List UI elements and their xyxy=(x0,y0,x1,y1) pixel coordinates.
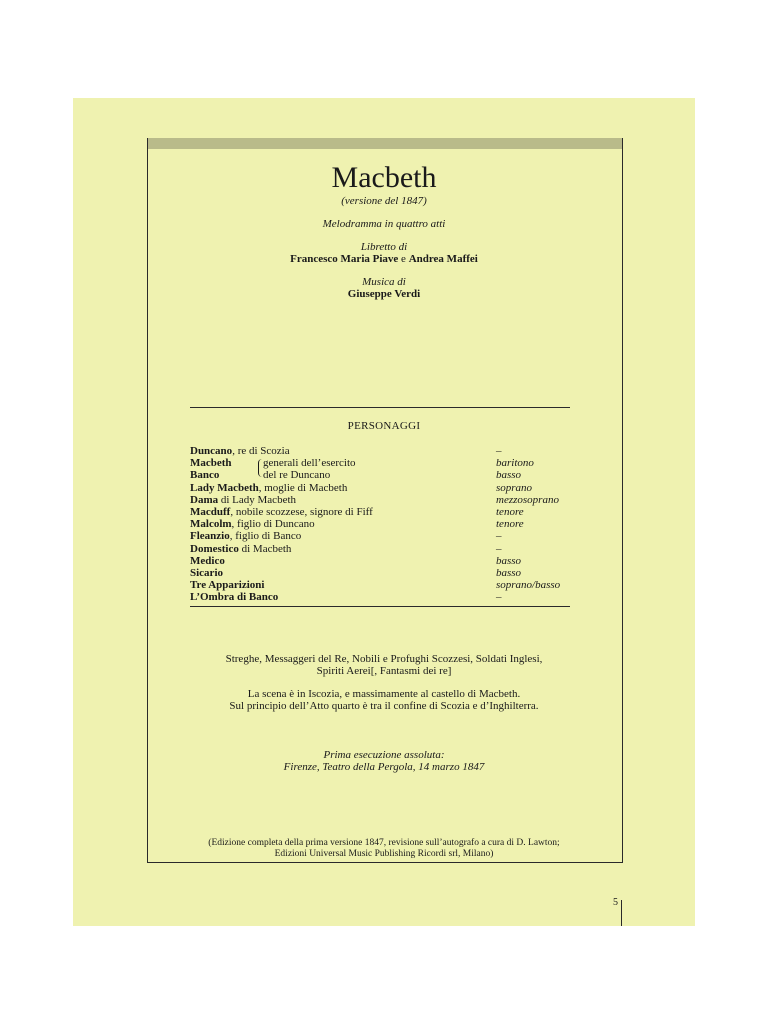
character-description: di Lady Macbeth xyxy=(218,493,297,506)
cast-row xyxy=(190,591,570,603)
document-page xyxy=(73,98,695,926)
page-number: 5 xyxy=(613,897,618,908)
character-description: , figlio di Banco xyxy=(229,530,302,543)
character-name: Malcolm xyxy=(190,518,232,531)
premiere-label: Prima esecuzione assoluta: xyxy=(323,749,445,761)
character-name: Macduff xyxy=(190,505,231,518)
cast-row xyxy=(190,445,570,457)
cast-list xyxy=(190,445,570,603)
character-name: Lady Macbeth xyxy=(190,481,259,494)
cast-row xyxy=(190,506,570,518)
character-name: Banco xyxy=(190,469,220,482)
character-name: Dama xyxy=(190,493,219,506)
edition-line-2: Edizioni Universal Music Publishing Ricordi srl, Milano) xyxy=(274,849,494,859)
generals-line-2: del re Duncano xyxy=(263,469,331,481)
chorus-line-2: Spiriti Aerei[, Fantasmi dei re] xyxy=(316,665,452,677)
cast-row xyxy=(190,494,570,506)
cast-row xyxy=(190,469,570,481)
voice-type: basso xyxy=(496,554,522,567)
cast-row xyxy=(190,579,570,591)
character-name: Duncano xyxy=(190,445,233,457)
genre-line: Melodramma in quattro atti xyxy=(322,218,446,230)
character-name: L’Ombra di Banco xyxy=(190,591,279,604)
character-name: Medico xyxy=(190,554,225,567)
libretto-conjunction: e xyxy=(401,253,406,265)
character-name: Tre Apparizioni xyxy=(190,579,265,592)
voice-type: – xyxy=(496,445,502,457)
voice-type: tenore xyxy=(496,518,524,531)
librettists xyxy=(73,253,695,266)
voice-type: baritono xyxy=(496,457,534,470)
cast-row xyxy=(190,530,570,542)
cast-row xyxy=(190,555,570,567)
premiere-detail: Firenze, Teatro della Pergola, 14 marzo 1847 xyxy=(283,761,485,773)
character-description: di Macbeth xyxy=(238,542,292,555)
page-number-rule xyxy=(621,900,622,926)
character-name: Fleanzio xyxy=(190,530,230,543)
character-description: , nobile scozzese, signore di Fiff xyxy=(230,505,373,518)
cast-row xyxy=(190,543,570,555)
scene-line-1: La scena è in Iscozia, e massimamente al castello di Macbeth. xyxy=(247,688,521,700)
voice-type: – xyxy=(496,530,502,543)
version-subtitle: (versione del 1847) xyxy=(341,195,427,207)
composer-name: Giuseppe Verdi xyxy=(347,288,421,300)
cast-row xyxy=(190,567,570,579)
music-label: Musica di xyxy=(362,276,406,288)
cast-row xyxy=(190,518,570,530)
character-name: Sicario xyxy=(190,566,223,579)
librettist-piave: Francesco Maria Piave xyxy=(290,253,399,265)
personaggi-heading: PERSONAGGI xyxy=(347,420,421,432)
libretto-label: Libretto di xyxy=(360,241,408,253)
voice-type: tenore xyxy=(496,505,524,518)
voice-type: basso xyxy=(496,566,522,579)
character-description: , figlio di Duncano xyxy=(231,518,315,531)
cast-top-rule xyxy=(190,407,570,408)
chorus-line-1: Streghe, Messaggeri del Re, Nobili e Profughi Scozzesi, Soldati Inglesi, xyxy=(225,653,543,665)
generals-line-1: generali dell’esercito xyxy=(263,457,356,469)
voice-type: mezzosoprano xyxy=(496,493,559,506)
voice-type: – xyxy=(496,542,502,555)
cast-row xyxy=(190,457,570,469)
character-name: Macbeth xyxy=(190,457,232,470)
character-description: , re di Scozia xyxy=(232,445,290,457)
librettist-maffei: Andrea Maffei xyxy=(408,253,478,265)
voice-type: – xyxy=(496,591,502,604)
edition-line-1: (Edizione completa della prima versione 1847, revisione sull’autografo a cura di D. Lawton; xyxy=(208,838,560,848)
character-name: Domestico xyxy=(190,542,239,555)
voice-type: soprano/basso xyxy=(496,579,561,592)
opera-title: Macbeth xyxy=(331,161,437,194)
character-description: , moglie di Macbeth xyxy=(258,481,348,494)
cast-bottom-rule xyxy=(190,606,570,607)
voice-type: basso xyxy=(496,469,522,482)
voice-type: soprano xyxy=(496,481,533,494)
scene-line-2: Sul principio dell’Atto quarto è tra il confine di Scozia e d’Inghilterra. xyxy=(229,700,539,712)
cast-row xyxy=(190,482,570,494)
